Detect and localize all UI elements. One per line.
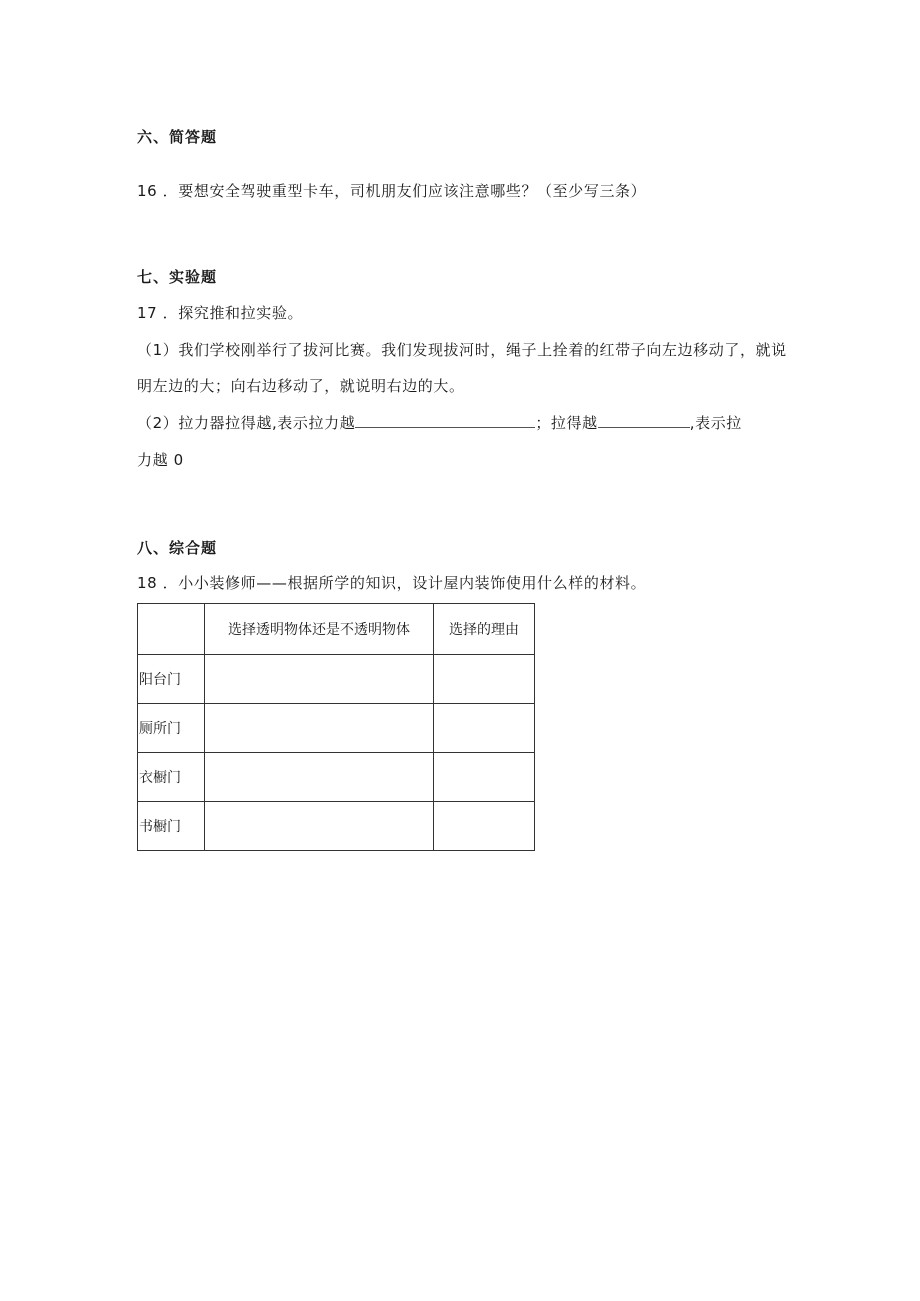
- table-header-cell: [138, 604, 205, 655]
- table-row: [138, 802, 535, 851]
- section-7-heading: 七、实验题: [137, 268, 218, 286]
- question-16: 16 ．要想安全驾驶重型卡车，司机朋友们应该注意哪些？（至少写三条）: [137, 182, 647, 200]
- answer-cell[interactable]: [434, 753, 535, 802]
- materials-table: [137, 603, 535, 851]
- table-header-cell: 选择的理由: [434, 604, 535, 655]
- answer-blank-2[interactable]: [598, 413, 690, 428]
- answer-cell[interactable]: [205, 704, 434, 753]
- question-18: 18 ．小小装修师——根据所学的知识，设计屋内装饰使用什么样的材料。: [137, 574, 647, 592]
- row-label-balcony-door: 阳台门: [138, 655, 205, 704]
- table-row: [138, 753, 535, 802]
- answer-cell[interactable]: [205, 655, 434, 704]
- section-6-heading: 六、简答题: [137, 128, 218, 146]
- answer-cell[interactable]: [205, 753, 434, 802]
- question-17-part2-line1: [137, 412, 742, 433]
- answer-blank-1[interactable]: [355, 413, 535, 428]
- table-row: [138, 655, 535, 704]
- table-header-row: [138, 604, 535, 655]
- question-17-part2-text-c: ,表示拉: [689, 414, 742, 432]
- question-17-part1-line2: 明左边的大；向右边移动了，就说明右边的大。: [137, 377, 465, 395]
- answer-cell[interactable]: [205, 802, 434, 851]
- question-17-title: 17 ．探究推和拉实验。: [137, 304, 304, 322]
- question-17-part2-line2: 力越 0: [137, 451, 184, 469]
- table-header-cell: 选择透明物体还是不透明物体: [205, 604, 434, 655]
- question-17-part2-text-b: ；拉得越: [535, 414, 598, 432]
- row-label-toilet-door: 厕所门: [138, 704, 205, 753]
- question-17-part2-text-a: （2）拉力器拉得越,表示拉力越: [137, 414, 356, 432]
- section-8-heading: 八、综合题: [137, 539, 218, 557]
- row-label-wardrobe-door: 衣橱门: [138, 753, 205, 802]
- answer-cell[interactable]: [434, 704, 535, 753]
- question-17-part1-line1: （1）我们学校刚举行了拔河比赛。我们发现拔河时，绳子上拴着的红带子向左边移动了，就说: [137, 341, 787, 359]
- answer-cell[interactable]: [434, 802, 535, 851]
- table-row: [138, 704, 535, 753]
- answer-cell[interactable]: [434, 655, 535, 704]
- row-label-bookcase-door: 书橱门: [138, 802, 205, 851]
